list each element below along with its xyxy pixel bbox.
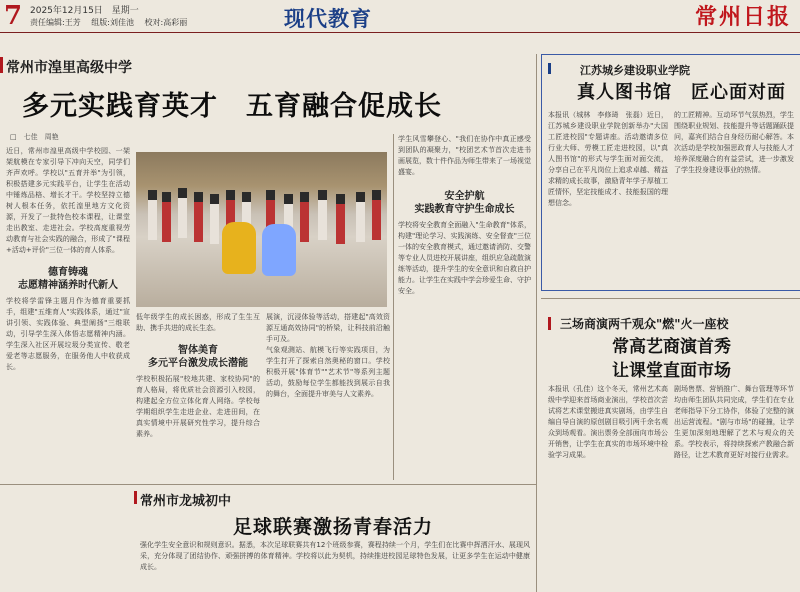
accent-bar — [548, 63, 551, 74]
column-divider — [536, 54, 537, 592]
article4-left-column — [6, 488, 130, 588]
issue-date: 2025年12月15日 星期一 — [30, 6, 139, 16]
subhead3-subtitle: 实践教育守护生命成长 — [414, 204, 515, 215]
editor-credits — [30, 17, 195, 28]
page-number: 7 — [4, 1, 23, 31]
students-photo — [136, 152, 387, 307]
article3-column1: 本报讯（孔佳）这个冬天，常州艺术高级中学迎来首场商业演出，学校首次尝试将艺术课堂搬进真实剧场，由学生自编自导自演的原创剧目吸引两千余名观众到场观看。演出票务全部面向市场公开销售，让学生在真实的市场环境中检验学习成果。 — [548, 385, 668, 459]
editor-name: 责任编辑:王芳 — [30, 18, 81, 27]
article1-subhead2 — [136, 344, 260, 370]
article1-column1: 近日，常州市湟里高级中学校园、一架架航模在专家引导下冲向天空，同学们齐声欢呼。学校以"五育并举"为引领，积极搭建多元实践平台，让学生在活动中锤炼品格、增长才干。学校坚持立德树人根本任务，依托湟里地方文化资源，开发了一批特色校本课程，让课堂走出教室、走进社会。学校高度重视劳动教育与社会实践的融合，形成了"课程+活动+评价"三位一体的育人体系。 — [6, 147, 130, 254]
article1-subhead1 — [6, 266, 130, 292]
subhead3-title: 安全护航 — [444, 191, 485, 202]
article1-column3-b: 气象观测站、航模飞行等实践项目，为学生打开了探索自然奥秘的窗口。学校积极开展"体育节""艺术节"等系列主题活动，鼓励每位学生都能找到展示自我的舞台，全面提升审美与人文素养。 — [266, 346, 390, 398]
accent-bar — [134, 491, 137, 504]
accent-bar — [0, 57, 3, 73]
section-title: 现代教育 — [284, 7, 372, 31]
article3-headline-line1: 常高艺商演首秀 — [612, 337, 731, 357]
article1-column2: 低年级学生的成长困惑，形成了生生互助、携手共进的成长生态。 — [136, 313, 260, 332]
article1-column4: 学生风雪攀登心、"我们在协作中真正感受到团队的凝聚力，"校团艺术节首次走进书画展览，数十件作品为师生带来了一场视觉盛宴。 — [398, 135, 531, 176]
article1-byline: □ 七佳 周艳 — [10, 133, 59, 141]
article3-kicker: 三场商演两千观众"燃"火一座校 — [560, 317, 729, 331]
article1-headline: 多元实践育英才 五育融合促成长 — [22, 91, 442, 122]
article2-school: 江苏城乡建设职业学院 — [580, 64, 690, 77]
column-divider — [393, 134, 394, 480]
article1-column1b: 学校将学雷锋主题月作为德育重要抓手，组建"五维育人"实践体系，通过"宣讲引领、实践体验、典型阐扬"三维联动，引导学生深入体悟志愿精神内涵。学生深入社区开展垃圾分类宣传、敬老爱老等志愿服务，在服务他人中收获成长。 — [6, 297, 130, 371]
article3-headline-line2: 让课堂直面市场 — [612, 361, 731, 381]
newspaper-logo: 常州日报 — [695, 4, 792, 30]
subhead1-title: 德育铸魂 — [48, 267, 88, 278]
subhead2-title: 智体美育 — [178, 345, 218, 356]
article2-column1: 本报讯（城林 李修琦 张磊）近日，江苏城乡建设职业学院创新举办"大国工匠进校园"专题讲座。活动邀请多位行业大师、劳模工匠走进校园，以"真人图书馆"的形式与学生面对面交流，分享自己在平凡岗位上追求卓越、精益求精的成长故事，激励青年学子厚植工匠情怀，坚定技能成才、技能报国的理想信念。 — [548, 111, 668, 207]
article1-subhead3 — [398, 190, 531, 216]
article4-kicker: 常州市龙城初中 — [140, 494, 232, 509]
accent-bar — [548, 317, 551, 330]
article4-body: 强化学生安全意识和规则意识。据悉，本次足球联赛共有12个班级参赛，赛程持续一个月，学生们在比赛中挥洒汗水、展现风采，充分体现了团结协作、顽强拼搏的体育精神。学校将以此为契机，持续推进校园足球特色发展，让更多学生在运动中健康成长。 — [140, 541, 530, 571]
article4-headline: 足球联赛激扬青春活力 — [233, 516, 434, 538]
proof-name: 校对:高彩丽 — [144, 18, 188, 27]
layout-name: 组版:刘佳池 — [91, 18, 134, 27]
article1-column4b: 学校将安全教育全面融入"生命教育"体系，构建"理论学习、实践演练、安全督查"三位一体的安全教育模式，通过邀请消防、交警等专业人员进校开展讲座，组织应急疏散演练等活动，提升学生的安全意识和自救自护能力。让学生在实践中学会珍爱生命、守护安全。 — [398, 221, 531, 295]
article1-column3 — [266, 312, 390, 480]
article1-column2b: 学校积极拓展"校地共建、家校协同"的育人格局，将优质社会资源引入校园，构建起全方位立体化育人网络。学校每学期组织学生走进企业、走进田间，在真实情境中开展研究性学习，提升综合素养。 — [136, 375, 260, 438]
article1-column3-a: 展演，沉浸体验等活动，搭建起"高效资源互通高效协同"的桥梁，让科技前沿触手可及。 — [266, 313, 390, 343]
article1-school: 常州市湟里高级中学 — [6, 60, 132, 76]
article2-headline: 真人图书馆 匠心面对面 — [577, 82, 786, 103]
section-divider — [0, 484, 536, 485]
article2-column2: 的工匠精神。互动环节气氛热烈，学生围绕职业规划、技能提升等话题踊跃提问，嘉宾们结合自身经历耐心解答。本次活动是学校加强思政育人与技能人才培养深度融合的有益尝试，进一步激发了学生投身建设事业的热情。 — [674, 111, 794, 174]
subhead1-subtitle: 志愿精神涵养时代新人 — [18, 280, 118, 291]
subhead2-subtitle: 多元平台激发成长潜能 — [148, 358, 248, 369]
article3-column2: 剧场售票、营销推广、舞台管理等环节均由师生团队共同完成，学生们在专业老师指导下分工协作，体验了完整的演出运营流程。"剧与市场"的碰撞，让学生更加深刻地理解了艺术与观众的关系。学校表示，将持续探索产教融合新路径，让艺术教育更好对接行业需求。 — [674, 385, 794, 459]
section-divider — [541, 298, 800, 299]
